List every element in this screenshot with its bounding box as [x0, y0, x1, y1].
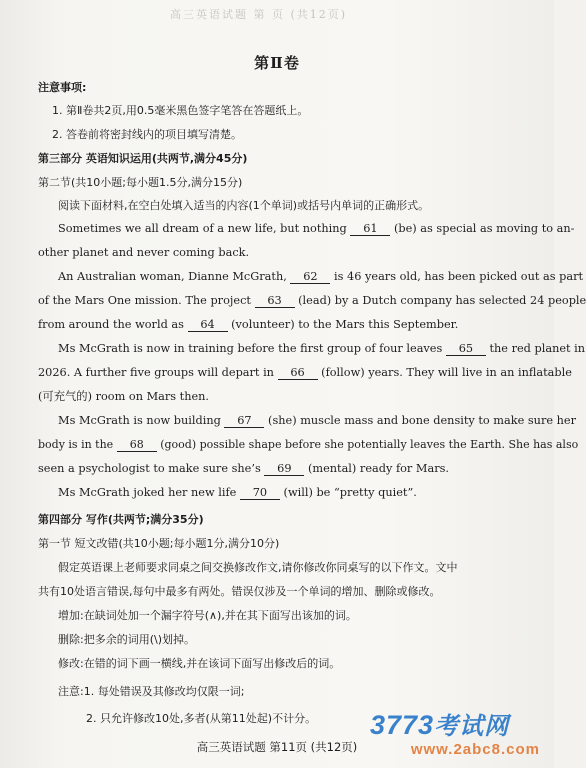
passage-text: Ms McGrath is now building [58, 414, 221, 427]
passage-text: Ms McGrath is now in training before the first group of four leaves [58, 342, 443, 355]
rule-delete: 删除:把多余的词用(\)划掉。 [58, 633, 195, 646]
note-1: 注意:1. 每处错误及其修改均仅限一词; [58, 685, 245, 698]
passage-text: seen a psychologist to make sure she’s [38, 462, 261, 475]
part4-heading: 第四部分 写作(共两节;满分35分) [38, 513, 204, 526]
watermark-logo-number: 3773 [370, 710, 435, 740]
passage-text: (good) possible shape before she potentially leaves the Earth. She has also [160, 438, 579, 451]
watermark-logo-text: 考试网 [434, 712, 510, 740]
rule-add: 增加:在缺词处加一个漏字符号(∧),并在其下面写出该加的词。 [58, 609, 357, 622]
blank-68: 68 [117, 439, 157, 452]
passage-line [58, 222, 575, 236]
blank-67: 67 [224, 415, 264, 428]
passage-line: other planet and never coming back. [38, 246, 250, 259]
passage-text: is 46 years old, has been picked out as part [334, 270, 584, 283]
watermark-logo [370, 706, 540, 740]
passage-text: Ms McGrath joked her new life [58, 486, 237, 499]
part3-heading: 第三部分 英语知识运用(共两节,满分45分) [38, 152, 248, 165]
blank-62: 62 [290, 271, 330, 284]
page-title: 第Ⅱ卷 [254, 54, 300, 72]
passage-text: body is in the [38, 438, 114, 451]
passage-line [58, 270, 583, 284]
blank-61: 61 [350, 223, 390, 236]
passage-text: (be) as special as moving to an- [393, 222, 575, 235]
passage-text: the red planet in [489, 342, 586, 355]
page-footer: 高三英语试题 第11页 (共12页) [196, 740, 358, 754]
bleed-through-text: 高三英语试题 第 页 (共12页) [170, 8, 348, 21]
watermark-url: www.2abc8.com [410, 741, 540, 758]
blank-66: 66 [278, 367, 318, 380]
passage-text: of the Mars One mission. The project [38, 294, 251, 307]
blank-65: 65 [446, 343, 486, 356]
section1-heading: 第一节 短文改错(共10小题;每小题1分,满分10分) [38, 537, 280, 550]
passage-text: (follow) years. They will live in an inflatable [321, 366, 572, 379]
cloze-instruction: 阅读下面材料,在空白处填入适当的内容(1个单词)或括号内单词的正确形式。 [58, 199, 430, 212]
passage-text: (lead) by a Dutch company has selected 24 people [298, 294, 586, 307]
rule-modify: 修改:在错的词下画一横线,并在该词下面写出修改后的词。 [58, 657, 341, 670]
passage-line [38, 366, 572, 380]
passage-line [38, 318, 458, 332]
notice-item-1: 1. 第Ⅱ卷共2页,用0.5毫米黑色签字笔答在答题纸上。 [52, 104, 309, 117]
passage-line [58, 486, 417, 500]
passage-text: (she) muscle mass and bone density to make sure her [268, 414, 576, 427]
blank-69: 69 [264, 463, 304, 476]
passage-text: (will) be “pretty quiet”. [283, 486, 417, 499]
note-2: 2. 只允许修改10处,多者(从第11处起)不计分。 [86, 712, 317, 725]
notice-item-2: 2. 答卷前将密封线内的项目填写清楚。 [52, 128, 242, 141]
passage-line [38, 438, 578, 452]
blank-63: 63 [255, 295, 295, 308]
passage-line [58, 414, 576, 428]
passage-line [38, 462, 449, 476]
passage-text: Sometimes we all dream of a new life, but nothing [58, 222, 347, 235]
passage-text: An Australian woman, Dianne McGrath, [58, 270, 287, 283]
passage-line [58, 342, 585, 356]
passage-text: 2026. A further five groups will depart in [38, 366, 274, 379]
passage-text: from around the world as [38, 318, 184, 331]
blank-70: 70 [240, 487, 280, 500]
correction-instruction-1: 假定英语课上老师要求同桌之间交换修改作文,请你修改你同桌写的以下作文。文中 [58, 561, 458, 574]
passage-line: (可充气的) room on Mars then. [38, 390, 210, 403]
blank-64: 64 [188, 319, 228, 332]
passage-line [38, 294, 586, 308]
passage-text: (mental) ready for Mars. [307, 462, 450, 475]
correction-instruction-2: 共有10处语言错误,每句中最多有两处。错误仅涉及一个单词的增加、删除或修改。 [38, 585, 441, 598]
section2-heading: 第二节(共10小题;每小题1.5分,满分15分) [38, 176, 243, 189]
notice-heading: 注意事项: [38, 81, 87, 94]
passage-text: (volunteer) to the Mars this September. [231, 318, 459, 331]
